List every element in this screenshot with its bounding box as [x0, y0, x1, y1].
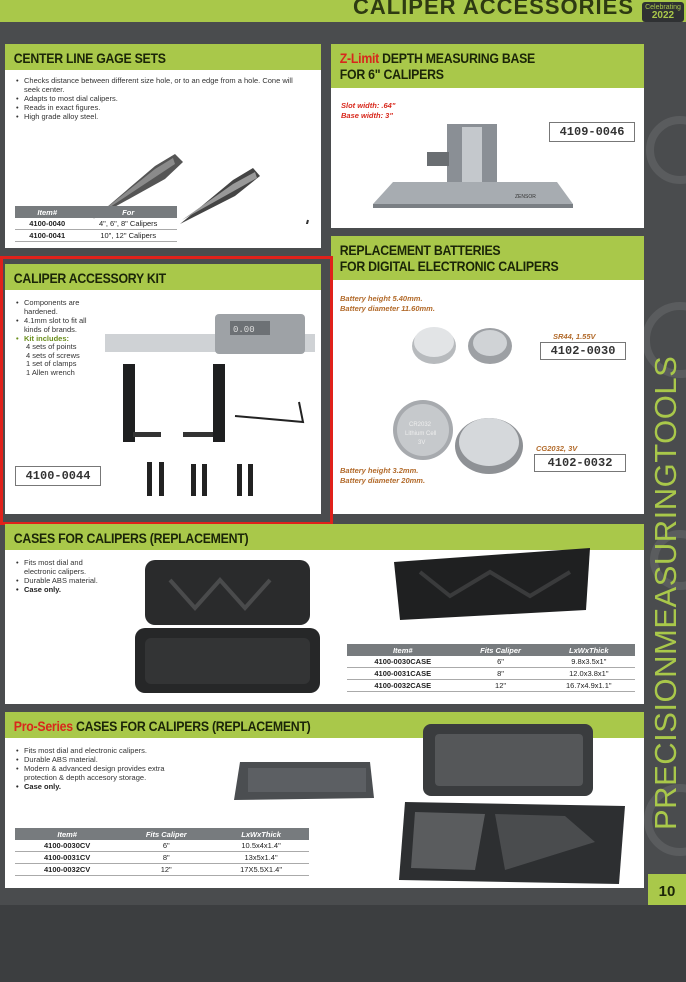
bullet: • Reads in exact figures. [15, 103, 305, 112]
table-cell: 4100-0040 [15, 218, 79, 230]
bullet: • Durable ABS material. [15, 755, 195, 764]
center-line-table [15, 206, 177, 242]
pro-title-accent: Pro-Series [13, 718, 73, 734]
pro-title-rest: CASES FOR CALIPERS (REPLACEMENT) [72, 718, 311, 734]
table-row [347, 680, 635, 692]
zlimit-title-line2: FOR 6" CALIPERS [339, 66, 444, 82]
battery2-height: Battery height 3.2mm. [340, 466, 419, 475]
table-cell: 4100-0030CASE [347, 656, 458, 668]
pro-open-case-image [395, 722, 635, 888]
bullet: • Durable ABS material. [15, 576, 105, 585]
bullet: • Checks distance between different size hole, or to an edge from a hole. Cone will seek center. [15, 76, 305, 94]
battery1-code: 4102-0030 [540, 342, 626, 360]
table-cell: 4100-0032CV [15, 864, 119, 876]
table-row [15, 840, 309, 852]
badge-year: 2022 [651, 10, 675, 21]
batteries-panel [331, 236, 644, 514]
device-label: ZENSOR [515, 194, 536, 200]
table-cell: 12.0x3.8x1" [543, 668, 635, 680]
battery1-diameter: Battery diameter 11.60mm. [340, 304, 435, 313]
table-row [15, 864, 309, 876]
kit-item: 4 sets of screws [26, 350, 80, 360]
coin-text: 3V [418, 440, 426, 446]
display-reading: 0.00 [233, 325, 255, 335]
pro-closed-case-image [230, 756, 380, 806]
table-cell: 10.5x4x1.4" [213, 840, 309, 852]
zlimit-panel [331, 44, 644, 228]
batteries-title [331, 236, 644, 280]
cases-bullets [5, 550, 115, 594]
table-cell: 4100-0032CASE [347, 680, 458, 692]
zlimit-code: 4109-0046 [549, 122, 635, 142]
anniversary-badge [642, 2, 684, 22]
battery2-spec: CG2032, 3V [536, 444, 578, 453]
bullet: • Case only. [15, 585, 105, 594]
table-header: LxWxThick [543, 644, 635, 656]
closed-case-image [390, 544, 590, 624]
cases-panel [5, 524, 644, 704]
center-line-title: CENTER LINE GAGE SETS [5, 44, 321, 70]
table-cell: 9.8x3.5x1" [543, 656, 635, 668]
battery1-spec: SR44, 1.55V [553, 332, 596, 341]
cr2032-battery-image [389, 396, 529, 476]
zlimit-title-accent: Z-Limit [339, 50, 380, 66]
pro-bullets [5, 738, 205, 791]
cases-title: CASES FOR CALIPERS (REPLACEMENT) [5, 524, 644, 550]
bullet: • Modern & advanced design provides extra protection & depth accesory storage. [15, 764, 195, 782]
slot-width-note: Slot width: .64" [341, 101, 396, 110]
bullet: • Fits most dial and electronic calipers. [15, 558, 105, 576]
table-cell: 8" [119, 852, 213, 864]
kit-item: 4 sets of points [26, 342, 77, 351]
bullet: • Case only. [15, 782, 195, 791]
table-header: For [79, 206, 177, 218]
cases-table [347, 644, 635, 692]
side-label: PRECISIONMEASURINGTOOLS [648, 355, 683, 830]
table-cell: 4100-0031CV [15, 852, 119, 864]
table-row [347, 656, 635, 668]
depth-base-image [367, 122, 577, 222]
sr44-battery-image [406, 322, 526, 366]
battery2-diameter: Battery diameter 20mm. [340, 476, 426, 485]
table-row [347, 668, 635, 680]
table-cell: 4100-0031CASE [347, 668, 458, 680]
kit-title: CALIPER ACCESSORY KIT [5, 264, 321, 290]
bullet: • 4.1mm slot to fit all kinds of brands. [15, 316, 105, 334]
batteries-title-line1: REPLACEMENT BATTERIES [339, 242, 501, 258]
center-line-bullets [5, 70, 315, 121]
center-line-gage-panel [5, 44, 321, 248]
zlimit-note [341, 101, 395, 121]
table-cell: 8" [458, 668, 542, 680]
table-row [15, 218, 177, 230]
table-cell: 12" [119, 864, 213, 876]
table-cell: 12" [458, 680, 542, 692]
zlimit-title-rest: DEPTH MEASURING BASE [379, 50, 536, 66]
table-cell: 17X5.5X1.4" [213, 864, 309, 876]
battery1-height: Battery height 5.40mm. [340, 294, 423, 303]
coin-text: CR2032 [409, 422, 432, 428]
page-title: CALIPER ACCESSORIES [352, 0, 634, 19]
battery2-code: 4102-0032 [534, 454, 626, 472]
bullet: • Adapts to most dial calipers. [15, 94, 305, 103]
table-cell: 13x5x1.4" [213, 852, 309, 864]
coin-text: Lithium Cell [405, 431, 437, 437]
badge-label: Celebrating [645, 4, 681, 11]
bullet: • Fits most dial and electronic calipers. [15, 746, 195, 755]
page-number: 10 [648, 874, 686, 910]
table-cell: 6" [119, 840, 213, 852]
table-cell: 4100-0041 [15, 230, 79, 242]
table-header: Fits Caliper [119, 828, 213, 840]
table-header: Item# [347, 644, 458, 656]
bullet: • High grade alloy steel. [15, 112, 305, 121]
kit-item: 1 Allen wrench [26, 367, 75, 377]
table-row [15, 230, 177, 242]
table-header: LxWxThick [213, 828, 309, 840]
kit-item: 1 set of clamps [26, 359, 77, 368]
battery2-notes [340, 466, 425, 486]
table-header: Fits Caliper [458, 644, 542, 656]
base-width-note: Base width: 3" [341, 111, 393, 120]
table-cell: 4", 6", 8" Calipers [79, 218, 177, 230]
table-row [15, 852, 309, 864]
table-cell: 10", 12" Calipers [79, 230, 177, 242]
kit-code: 4100-0044 [15, 466, 101, 486]
table-cell: 6" [458, 656, 542, 668]
table-cell: 16.7x4.9x1.1" [543, 680, 635, 692]
dark-footer-area [0, 905, 686, 982]
open-case-image [130, 558, 330, 698]
battery1-notes [340, 294, 435, 314]
bullet: • Components are hardened. [15, 298, 105, 316]
table-header: Item# [15, 206, 79, 218]
table-header: Item# [15, 828, 119, 840]
pro-cases-panel [5, 712, 644, 888]
batteries-title-line2: FOR DIGITAL ELECTRONIC CALIPERS [339, 258, 559, 274]
highlight-frame [0, 256, 333, 525]
table-cell: 4100-0030CV [15, 840, 119, 852]
kit-includes-label: • Kit includes: [15, 334, 105, 343]
pro-table [15, 828, 309, 876]
zlimit-title [331, 44, 644, 88]
